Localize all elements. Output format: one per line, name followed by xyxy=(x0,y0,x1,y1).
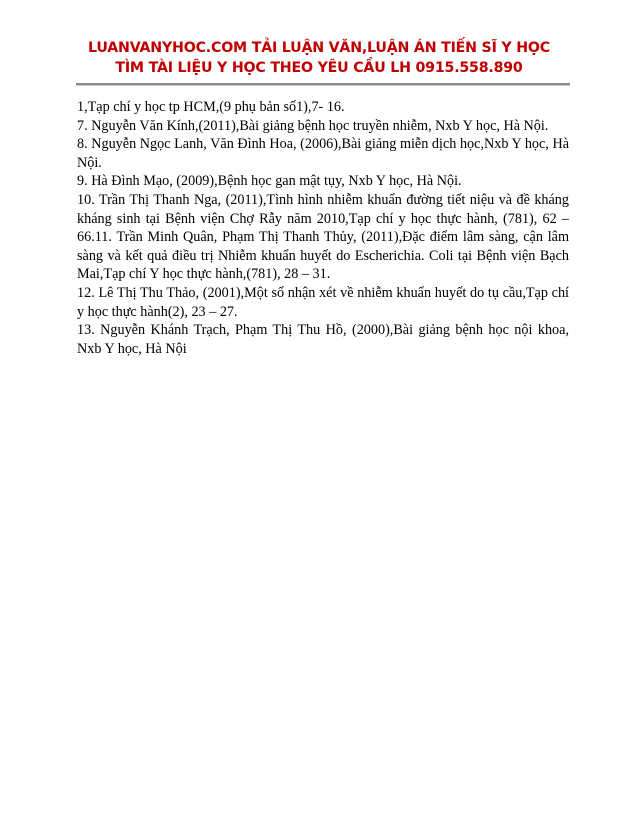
header-line-site: LUANVANYHOC.COM TẢI LUẬN VĂN,LUẬN ÁN TIẾN SĨ Y HỌC xyxy=(88,40,550,56)
reference-entry: 9. Hà Đình Mạo, (2009),Bệnh học gan mật tụy, Nxb Y học, Hà Nội. xyxy=(77,173,462,190)
reference-entry: 1,Tạp chí y học tp HCM,(9 phụ bản số1),7- 16. xyxy=(77,99,345,115)
header-line-contact: TÌM TÀI LIỆU Y HỌC THEO YÊU CẦU LH 0915.558.890 xyxy=(115,60,523,76)
page-header xyxy=(70,38,568,78)
header-divider xyxy=(76,83,570,86)
reference-entry: 10. Trần Thị Thanh Nga, (2011),Tình hình nhiễm khuẩn đường tiết niệu và đề kháng kháng sinh tại Bệnh viện Chợ Rẫy năm 2010,Tạp chí y học thực hành, (781), 62 – 66.11. Trần Minh Quân, Phạm Thị Thanh Thủy, (2011),Đặc điểm lâm sàng, cận lâm sàng và kết quả điều trị Nhiễm khuẩn huyết do Escherichia. Coli tại Bệnh viện Bạch Mai,Tạp chí Y học thực hành,(781), 28 – 31. xyxy=(77,191,569,283)
reference-entry: 13. Nguyễn Khánh Trạch, Phạm Thị Thu Hồ, (2000),Bài giảng bệnh học nội khoa, Nxb Y học, Hà Nội xyxy=(77,322,569,357)
reference-list xyxy=(77,98,569,358)
reference-entry: 7. Nguyễn Văn Kính,(2011),Bài giảng bệnh học truyền nhiễm, Nxb Y học, Hà Nội. xyxy=(77,117,549,134)
reference-entry: 12. Lê Thị Thu Thảo, (2001),Một số nhận xét về nhiễm khuẩn huyết do tụ cầu,Tạp chí y học thực hành(2), 23 – 27. xyxy=(77,284,569,320)
reference-entry: 8. Nguyễn Ngọc Lanh, Văn Đình Hoa, (2006),Bài giảng miễn dịch học,Nxb Y học, Hà Nội. xyxy=(77,136,569,171)
